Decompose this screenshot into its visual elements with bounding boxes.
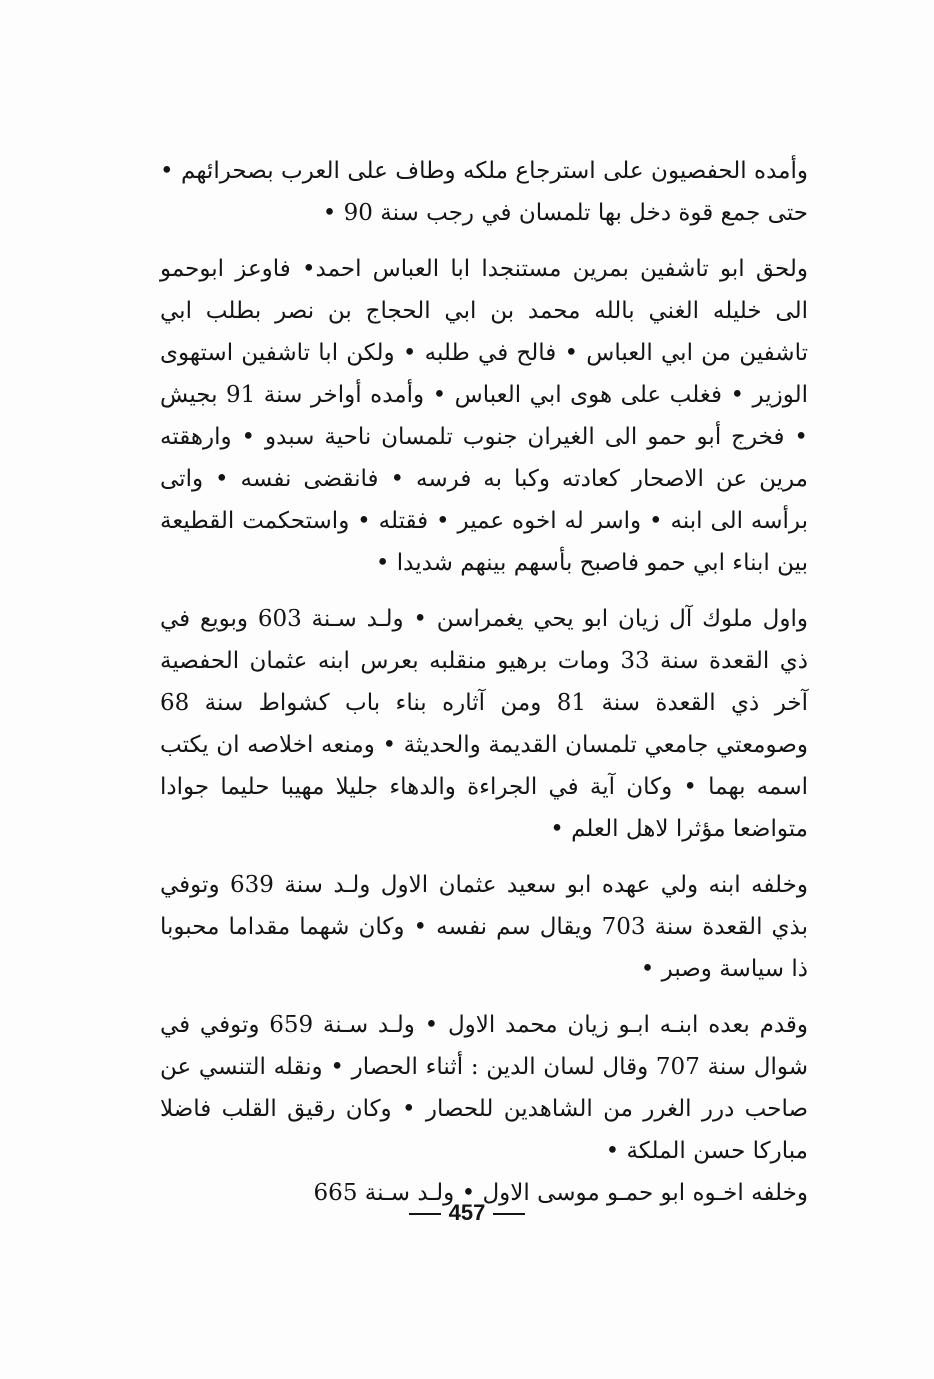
paragraph-1: وأمده الحفصيون على استرجاع ملكه وطاف على العرب بصحرائهم • حتى جمع قوة دخل بها تلمسان في رجب سنة 90 • [160, 158, 808, 226]
paragraph-2: ولحق ابو تاشفين بمرين مستنجدا ابا العباس احمد• فاوعز ابوحمو الى خليله الغني بالله محمد بن ابي الحجاج بن نصر بطلب ابي تاشفين من ابي العباس • فالح في طلبه • ولكن ابا تاشفين استهوى الوزير • فغلب على هوى ابي العباس • وأمده أواخر سنة 91 بجيش • فخرج أبو حمو الى الغيران جنوب تلمسان ناحية سبدو • وارهقته مرين عن الاصحار كعادته وكبا به فرسه • فانقضى نفسه • واتى برأسه الى ابنه • واسر له اخوه عمير • فقتله • واستحكمت القطيعة بين ابناء ابي حمو فاصبح بأسهم بينهم شديدا • [160, 256, 808, 576]
paragraph-4: وخلفه ابنه ولي عهده ابو سعيد عثمان الاول ولـد سنة 639 وتوفي بذي القعدة سنة 703 ويقال سم نفسه • وكان شهما مقداما محبوبا ذا سياسة وصبر • [160, 872, 808, 982]
paragraph-3: واول ملوك آل زيان ابو يحي يغمراسن • ولـد سـنة 603 وبويع في ذي القعدة سنة 33 ومات برهيو منقلبه بعرس ابنه عثمان الحفصية آخر ذي القعدة سنة 81 ومن آثاره بناء باب كشواط سنة 68 وصومعتي جامعي تلمسان القديمة والحديثة • ومنعه اخلاصه ان يكتب اسمه بهما • وكان آية في الجراءة والدهاء جليلا مهيبا حليما جوادا متواضعا مؤثرا لاهل العلم • [160, 606, 808, 842]
page-number: 457 [448, 1200, 486, 1225]
page-footer [0, 1200, 934, 1226]
paragraph-5: وقدم بعده ابنـه ابـو زيان محمد الاول • ولـد سـنة 659 وتوفي في شوال سنة 707 وقال لسان الدين : أثناء الحصار • ونقله التنسي عن صاحب درر الغرر من الشاهدين للحصار • وكان رقيق القلب فاضلا مباركا حسن الملكة • [160, 1012, 808, 1164]
body-text [160, 150, 808, 1214]
paragraph-6: وخلفه اخـوه ابو حمـو موسى الاول • ولـد سـنة 665 [313, 1180, 808, 1206]
left-dash [409, 1213, 441, 1215]
right-dash [493, 1213, 525, 1215]
